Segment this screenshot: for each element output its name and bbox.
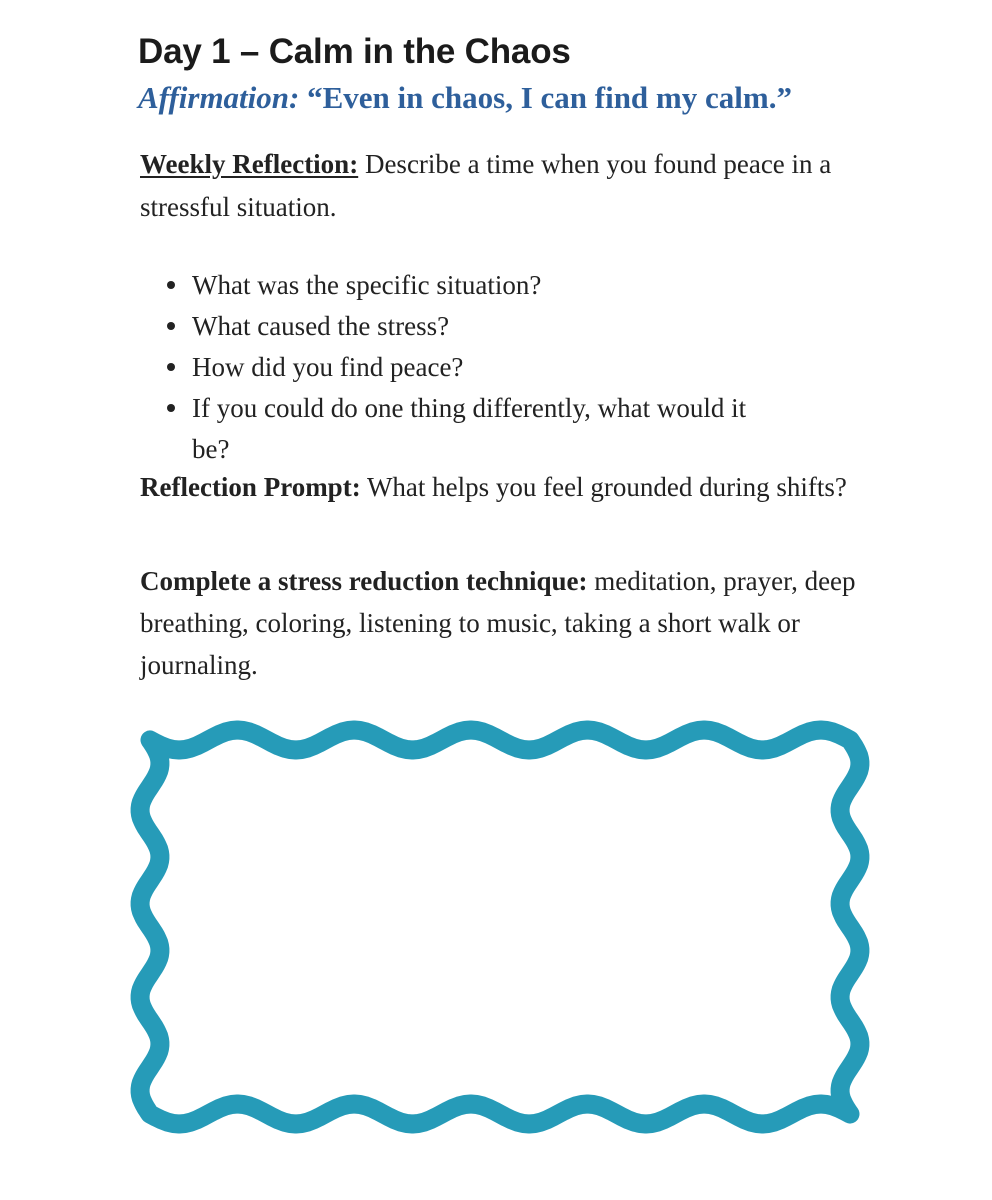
bullet-icon (167, 363, 175, 371)
list-item (164, 265, 824, 306)
bullet-icon (167, 322, 175, 330)
weekly-reflection-label: Weekly Reflection: (140, 149, 359, 179)
bullet-icon (167, 281, 175, 289)
weekly-reflection (140, 143, 860, 229)
reflection-prompt-text: What helps you feel grounded during shifts? (366, 472, 847, 502)
list-item-text: How did you find peace? (192, 352, 464, 382)
list-item-text: If you could do one thing differently, what would it be? (192, 393, 747, 464)
reflection-questions (164, 265, 824, 470)
page-title: Day 1 – Calm in the Chaos (138, 32, 571, 71)
wavy-frame-icon (120, 712, 880, 1142)
stress-technique-text: meditation, prayer, deep breathing, coloring, listening to music, taking a short walk or journaling. (140, 566, 856, 680)
weekly-reflection-text: Describe a time when you found peace in a stressful situation. (140, 149, 832, 222)
reflection-prompt-label: Reflection Prompt: (140, 472, 361, 502)
bullet-icon (167, 404, 175, 412)
list-item (164, 306, 824, 347)
list-item-text: What caused the stress? (192, 311, 450, 341)
list-item (164, 347, 824, 388)
list-item-text: What was the specific situation? (192, 270, 542, 300)
stress-technique-label: Complete a stress reduction technique: (140, 566, 588, 596)
affirmation-label: Affirmation: (138, 80, 300, 115)
affirmation-text: “Even in chaos, I can find my calm.” (307, 80, 792, 115)
affirmation (138, 80, 792, 116)
list-item (164, 388, 782, 470)
stress-technique (140, 560, 880, 686)
reflection-prompt (140, 467, 860, 508)
wavy-frame-border (140, 730, 860, 1124)
